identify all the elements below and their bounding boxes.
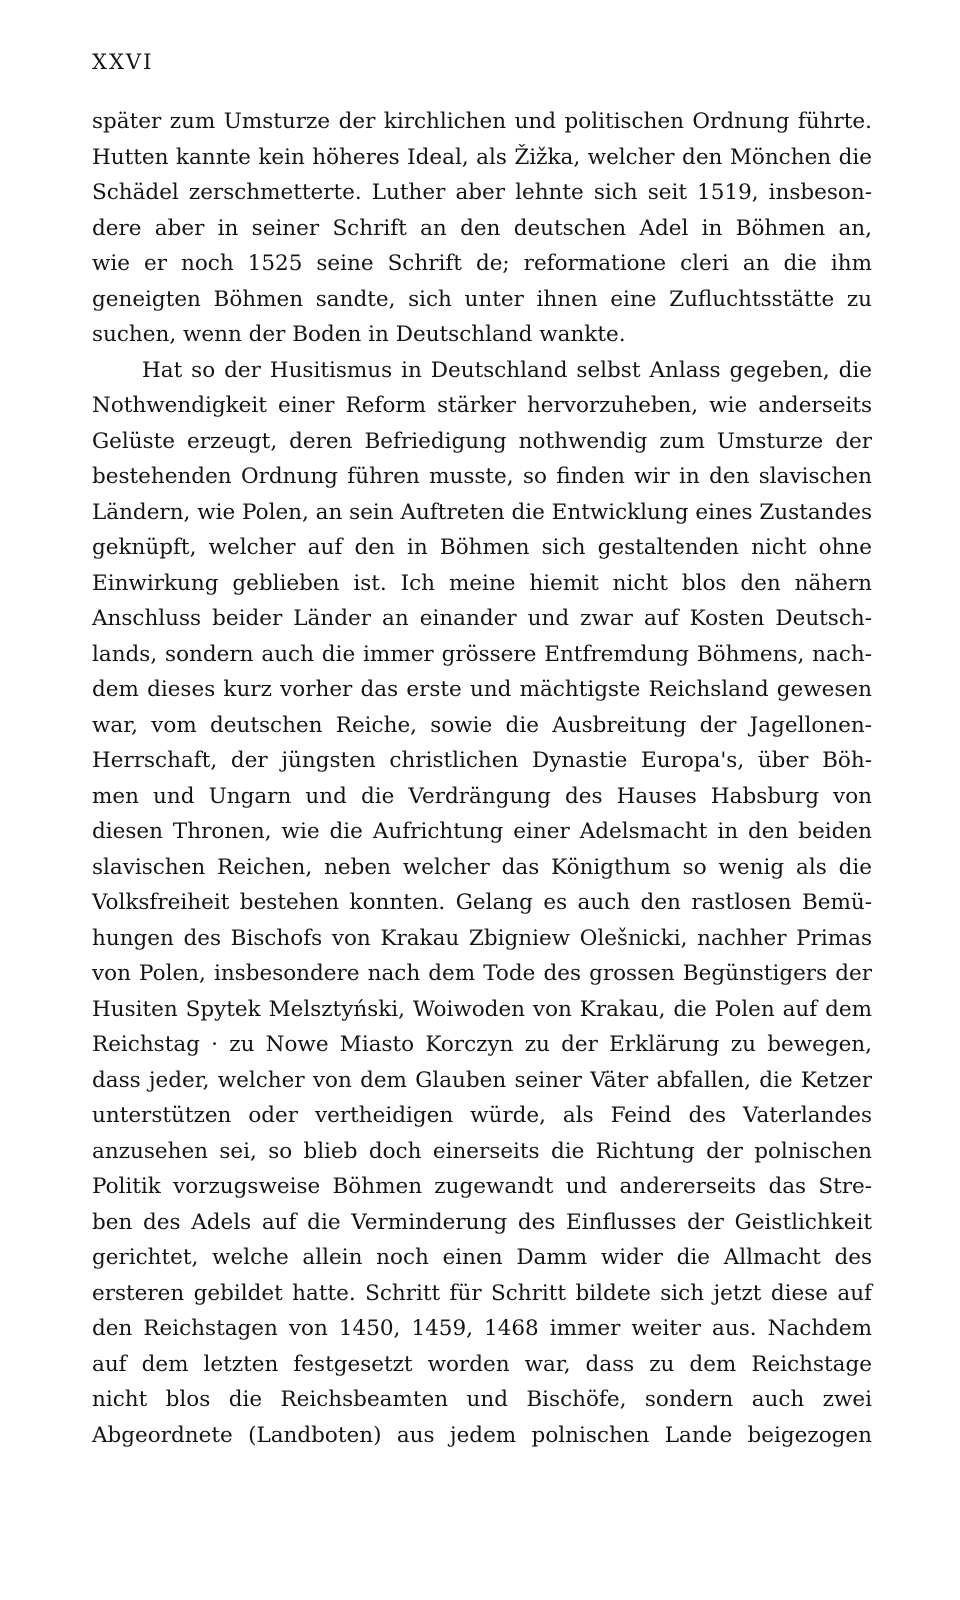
text-line: nicht blos die Reichsbeamten und Bischöfe, sondern auch zwei bbox=[92, 1387, 872, 1412]
text-line: wie er noch 1525 seine Schrift de; reformatione cleri an die ihm bbox=[92, 251, 872, 276]
text-line: men und Ungarn und die Verdrängung des Hauses Habsburg von bbox=[92, 783, 872, 809]
text-line: Reichstag · zu Nowe Miasto Korczyn zu der Erklärung zu bewegen, bbox=[92, 1032, 872, 1057]
text-line: Politik vorzugsweise Böhmen zugewandt und andererseits das Stre- bbox=[92, 1174, 872, 1199]
text-line: den Reichstagen von 1450, 1459, 1468 immer weiter aus. Nachdem bbox=[92, 1316, 872, 1341]
text-line: gerichtet, welche allein noch einen Damm wider die Allmacht des bbox=[92, 1245, 872, 1270]
page-number: XXVI bbox=[92, 50, 154, 74]
text-line: Einwirkung geblieben ist. Ich meine hiemit nicht blos den nähern bbox=[92, 570, 872, 596]
text-line: Nothwendigkeit einer Reform stärker hervorzuheben, wie anderseits bbox=[92, 393, 872, 418]
body-text bbox=[92, 104, 872, 1453]
text-line: dem dieses kurz vorher das erste und mächtigste Reichsland gewesen bbox=[92, 677, 872, 702]
paragraph-first-line: Hat so der Husitismus in Deutschland selbst Anlass gegeben, die bbox=[142, 357, 872, 383]
text-line: geneigten Böhmen sandte, sich unter ihnen eine Zufluchtsstätte zu bbox=[92, 286, 872, 312]
text-line: war, vom deutschen Reiche, sowie die Ausbreitung der Jagellonen- bbox=[92, 712, 872, 738]
text-line: hungen des Bischofs von Krakau Zbigniew Olešnicki, nachher Primas bbox=[92, 925, 872, 951]
paragraph-end-line: suchen, wenn der Boden in Deutschland wankte. bbox=[92, 322, 626, 347]
text-line: Gelüste erzeugt, deren Befriedigung nothwendig zum Umsturze der bbox=[92, 428, 872, 454]
text-line: diesen Thronen, wie die Aufrichtung einer Adelsmacht in den beiden bbox=[92, 819, 872, 844]
text-line: Herrschaft, der jüngsten christlichen Dynastie Europa's, über Böh- bbox=[92, 748, 872, 773]
text-line: Anschluss beider Länder an einander und zwar auf Kosten Deutsch- bbox=[92, 606, 872, 631]
text-line: ben des Adels auf die Verminderung des Einflusses der Geistlichkeit bbox=[92, 1209, 872, 1235]
text-line: später zum Umsturze der kirchlichen und politischen Ordnung führte. bbox=[92, 109, 872, 134]
text-line: geknüpft, welcher auf den in Böhmen sich gestaltenden nicht ohne bbox=[92, 535, 872, 560]
text-line: auf dem letzten festgesetzt worden war, dass zu dem Reichstage bbox=[92, 1351, 872, 1377]
text-line: Husiten Spytek Melsztyński, Woiwoden von Krakau, die Polen auf dem bbox=[92, 996, 872, 1022]
text-line: Hutten kannte kein höheres Ideal, als Žižka, welcher den Mönchen die bbox=[92, 144, 872, 170]
text-line: Ländern, wie Polen, an sein Auftreten die Entwicklung eines Zustandes bbox=[92, 499, 872, 525]
text-line: bestehenden Ordnung führen musste, so finden wir in den slavischen bbox=[92, 464, 872, 489]
text-line: dere aber in seiner Schrift an den deutschen Adel in Böhmen an, bbox=[92, 215, 872, 241]
text-line: Volksfreiheit bestehen konnten. Gelang es auch den rastlosen Bemü- bbox=[92, 890, 872, 915]
text-line: ersteren gebildet hatte. Schritt für Schritt bildete sich jetzt diese auf bbox=[92, 1280, 872, 1306]
text-line: dass jeder, welcher von dem Glauben seiner Väter abfallen, die Ketzer bbox=[92, 1067, 872, 1093]
text-line: lands, sondern auch die immer grössere Entfremdung Böhmens, nach- bbox=[92, 641, 872, 667]
text-line: Abgeordnete (Landboten) aus jedem polnischen Lande beigezogen bbox=[92, 1422, 872, 1448]
text-line: von Polen, insbesondere nach dem Tode des grossen Begünstigers der bbox=[92, 961, 872, 986]
text-line: anzusehen sei, so blieb doch einerseits die Richtung der polnischen bbox=[92, 1138, 872, 1164]
text-line: unterstützen oder vertheidigen würde, als Feind des Vaterlandes bbox=[92, 1103, 872, 1128]
text-line: slavischen Reichen, neben welcher das Königthum so wenig als die bbox=[92, 854, 872, 880]
text-line: Schädel zerschmetterte. Luther aber lehnte sich seit 1519, insbeson- bbox=[92, 180, 872, 205]
